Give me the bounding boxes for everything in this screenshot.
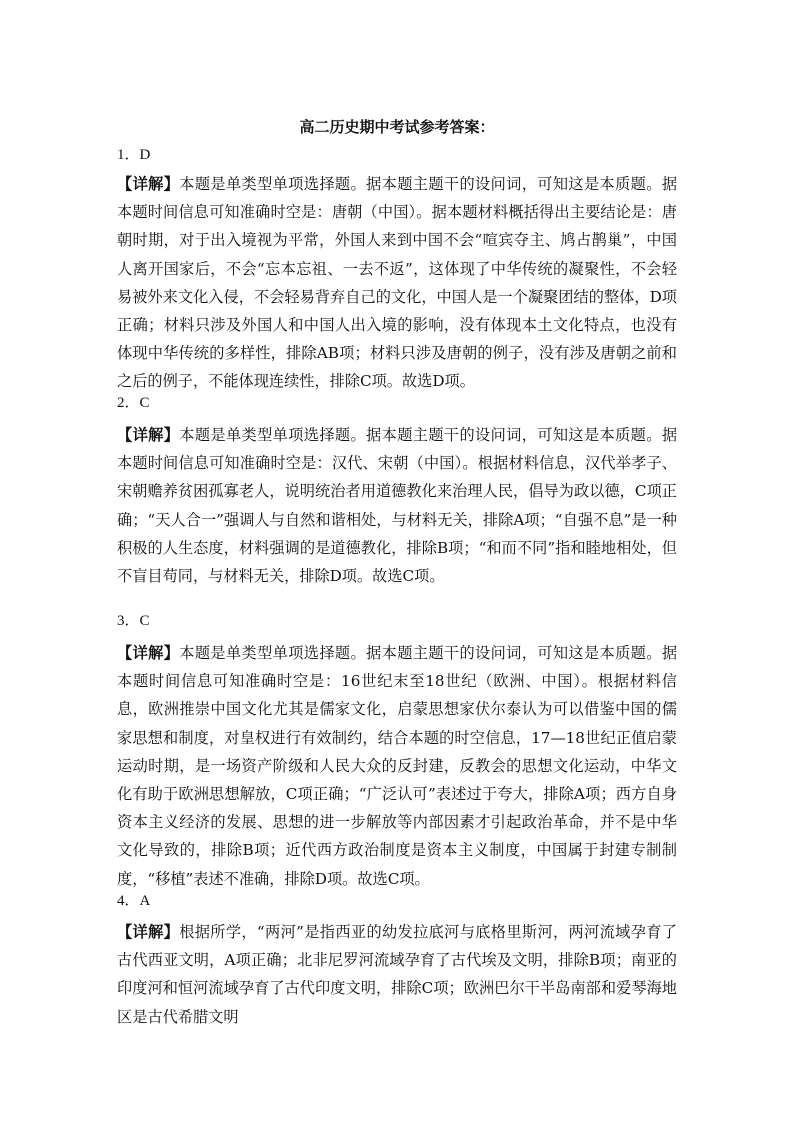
answer-explanation-2 (117, 421, 677, 590)
answer-number-1: 1．D (117, 147, 151, 163)
explanation-text: 根据所学，“两河”是指西亚的幼发拉底河与底格里斯河，两河流域孕育了古代西亚文明，A项正确；北非尼罗河流域孕育了古代埃及文明，排除B项；南亚的印度河和恒河流域孕育了古代印度文明，排除C项；欧洲巴尔干半岛南部和爱琴海地区是古代希腊文明 (117, 923, 678, 1026)
explanation-tag: 【详解】 (117, 175, 180, 193)
answer-number-4: 4．A (117, 893, 151, 909)
answer-explanation-1 (117, 170, 677, 396)
answer-number-3: 3．C (117, 613, 150, 629)
explanation-text: 本题是单类型单项选择题。据本题主题干的设问词，可知这是本质题。据本题时间信息可知准确时空是：16世纪末至18世纪（欧洲、中国）。根据材料信息，欧洲推崇中国文化尤其是儒家文化，启蒙思想家伏尔泰认为可以借鉴中国的儒家思想和制度，对皇权进行有效制约，结合本题的时空信息，17—18世纪正值启蒙运动时期，是一场资产阶级和人民大众的反封建，反教会的思想文化运动，中华文化有助于欧洲思想解放，C项正确；“广泛认可”表述过于夸大，排除A项；西方自身资本主义经济的发展、思想的进一步解放等内部因素才引起政治革命，并不是中华文化导致的，排除B项；近代西方政治制度是资本主义制度，中国属于封建专制制度，“移植”表述不准确，排除D项。故选C项。 (117, 644, 678, 888)
explanation-tag: 【详解】 (117, 426, 180, 444)
explanation-text: 本题是单类型单项选择题。据本题主题干的设问词，可知这是本质题。据本题时间信息可知准确时空是：汉代、宋朝（中国）。根据材料信息，汉代举孝子、宋朝赡养贫困孤寡老人，说明统治者用道德教化来治理人民，倡导为政以德，C项正确；“天人合一”强调人与自然和谐相处，与材料无关，排除A项；“自强不息”是一种积极的人生态度，材料强调的是道德教化，排除B项；“和而不同”指和睦地相处，但不盲目苟同，与材料无关，排除D项。故选C项。 (117, 426, 678, 586)
answer-explanation-3 (117, 639, 677, 893)
explanation-text: 本题是单类型单项选择题。据本题主题干的设问词，可知这是本质题。据本题时间信息可知准确时空是：唐朝（中国）。据本题材料概括得出主要结论是：唐朝时期，对于出入境视为平常，外国人来到中国不会“喧宾夺主、鸠占鹊巢”，中国人离开国家后，不会“忘本忘祖、一去不返”，这体现了中华传统的凝聚性，不会轻易被外来文化入侵，不会轻易背弃自己的文化，中国人是一个凝聚团结的整体，D项正确；材料只涉及外国人和中国人出入境的影响，没有体现本土文化特点，也没有体现中华传统的多样性，排除AB项；材料只涉及唐朝的例子，没有涉及唐朝之前和之后的例子，不能体现连续性，排除C项。故选D项。 (117, 175, 678, 391)
page-title: 高二历史期中考试参考答案： (299, 118, 495, 136)
explanation-tag: 【详解】 (117, 644, 180, 662)
explanation-tag: 【详解】 (117, 923, 180, 941)
answer-number-2: 2．C (117, 395, 150, 411)
answer-explanation-4 (117, 918, 677, 1031)
